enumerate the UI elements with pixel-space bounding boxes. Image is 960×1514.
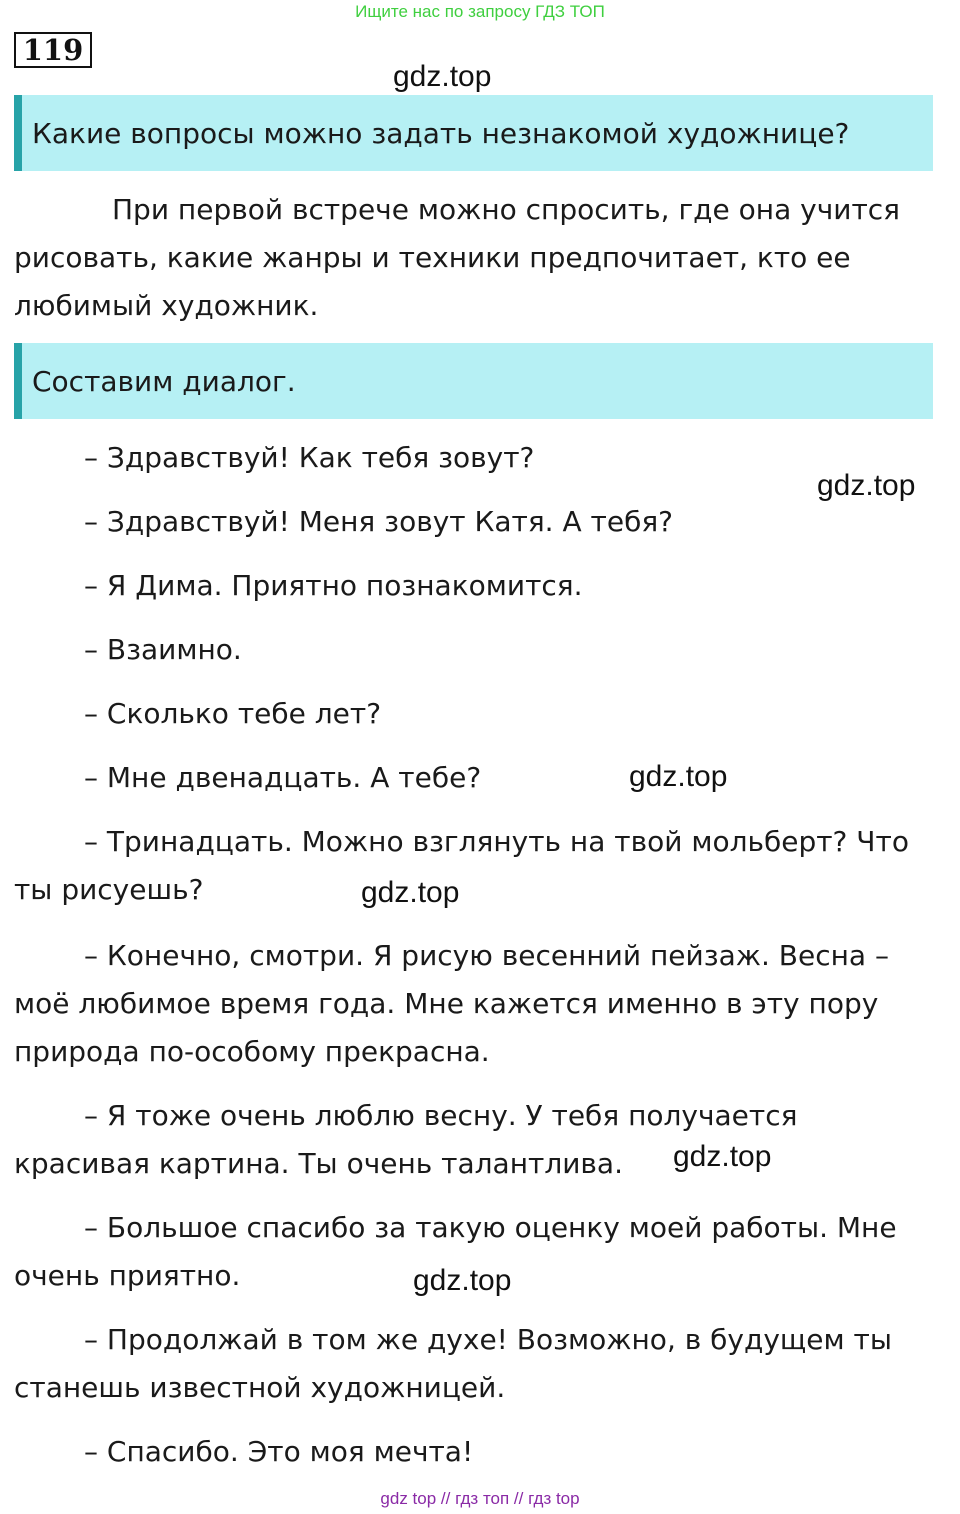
watermark: gdz.top bbox=[361, 876, 460, 909]
dialogue-line: – Взаимно. bbox=[84, 633, 242, 666]
dialogue-line: – Я Дима. Приятно познакомится. bbox=[84, 569, 583, 602]
top-banner: Ищите нас по запросу ГДЗ ТОП bbox=[355, 2, 605, 21]
watermark: gdz.top bbox=[629, 760, 728, 793]
dialogue-line: – Здравствуй! Меня зовут Катя. А тебя? bbox=[84, 505, 674, 538]
dialogue-line: – Я тоже очень люблю весну. У тебя получается красивая картина. Ты очень талантлива. bbox=[14, 1099, 798, 1180]
dialogue-line: – Здравствуй! Как тебя зовут? bbox=[84, 441, 535, 474]
watermark: gdz.top bbox=[817, 469, 916, 502]
dialogue-line: – Большое спасибо за такую оценку моей работы. Мне очень приятно. bbox=[14, 1211, 897, 1292]
footer: gdz top // гдз топ // гдз top bbox=[380, 1489, 580, 1508]
answer-paragraph: При первой встрече можно спросить, где она учится рисовать, какие жанры и техники предпочитает, кто ее любимый художник. bbox=[14, 193, 901, 322]
dialogue-line: – Конечно, смотри. Я рисую весенний пейзаж. Весна – моё любимое время года. Мне кажется именно в эту пору природа по-особому прекрасна. bbox=[14, 939, 889, 1068]
watermark: gdz.top bbox=[673, 1140, 772, 1173]
question-box-2 bbox=[14, 343, 933, 419]
question-box-1 bbox=[14, 95, 933, 171]
dialogue-line: – Сколько тебе лет? bbox=[84, 697, 382, 730]
task-number: 119 bbox=[14, 32, 92, 68]
dialogue-line: – Тринадцать. Можно взглянуть на твой мольберт? Что ты рисуешь? bbox=[14, 825, 909, 906]
question-text-2: Составим диалог. bbox=[32, 364, 296, 398]
question-text-1: Какие вопросы можно задать незнакомой художнице? bbox=[32, 116, 850, 150]
watermark: gdz.top bbox=[393, 60, 492, 93]
dialogue-line: – Спасибо. Это моя мечта! bbox=[84, 1435, 474, 1468]
dialogue-line: – Продолжай в том же духе! Возможно, в будущем ты станешь известной художницей. bbox=[14, 1323, 892, 1404]
dialogue-line: – Мне двенадцать. А тебе? bbox=[84, 761, 482, 794]
watermark: gdz.top bbox=[413, 1264, 512, 1297]
